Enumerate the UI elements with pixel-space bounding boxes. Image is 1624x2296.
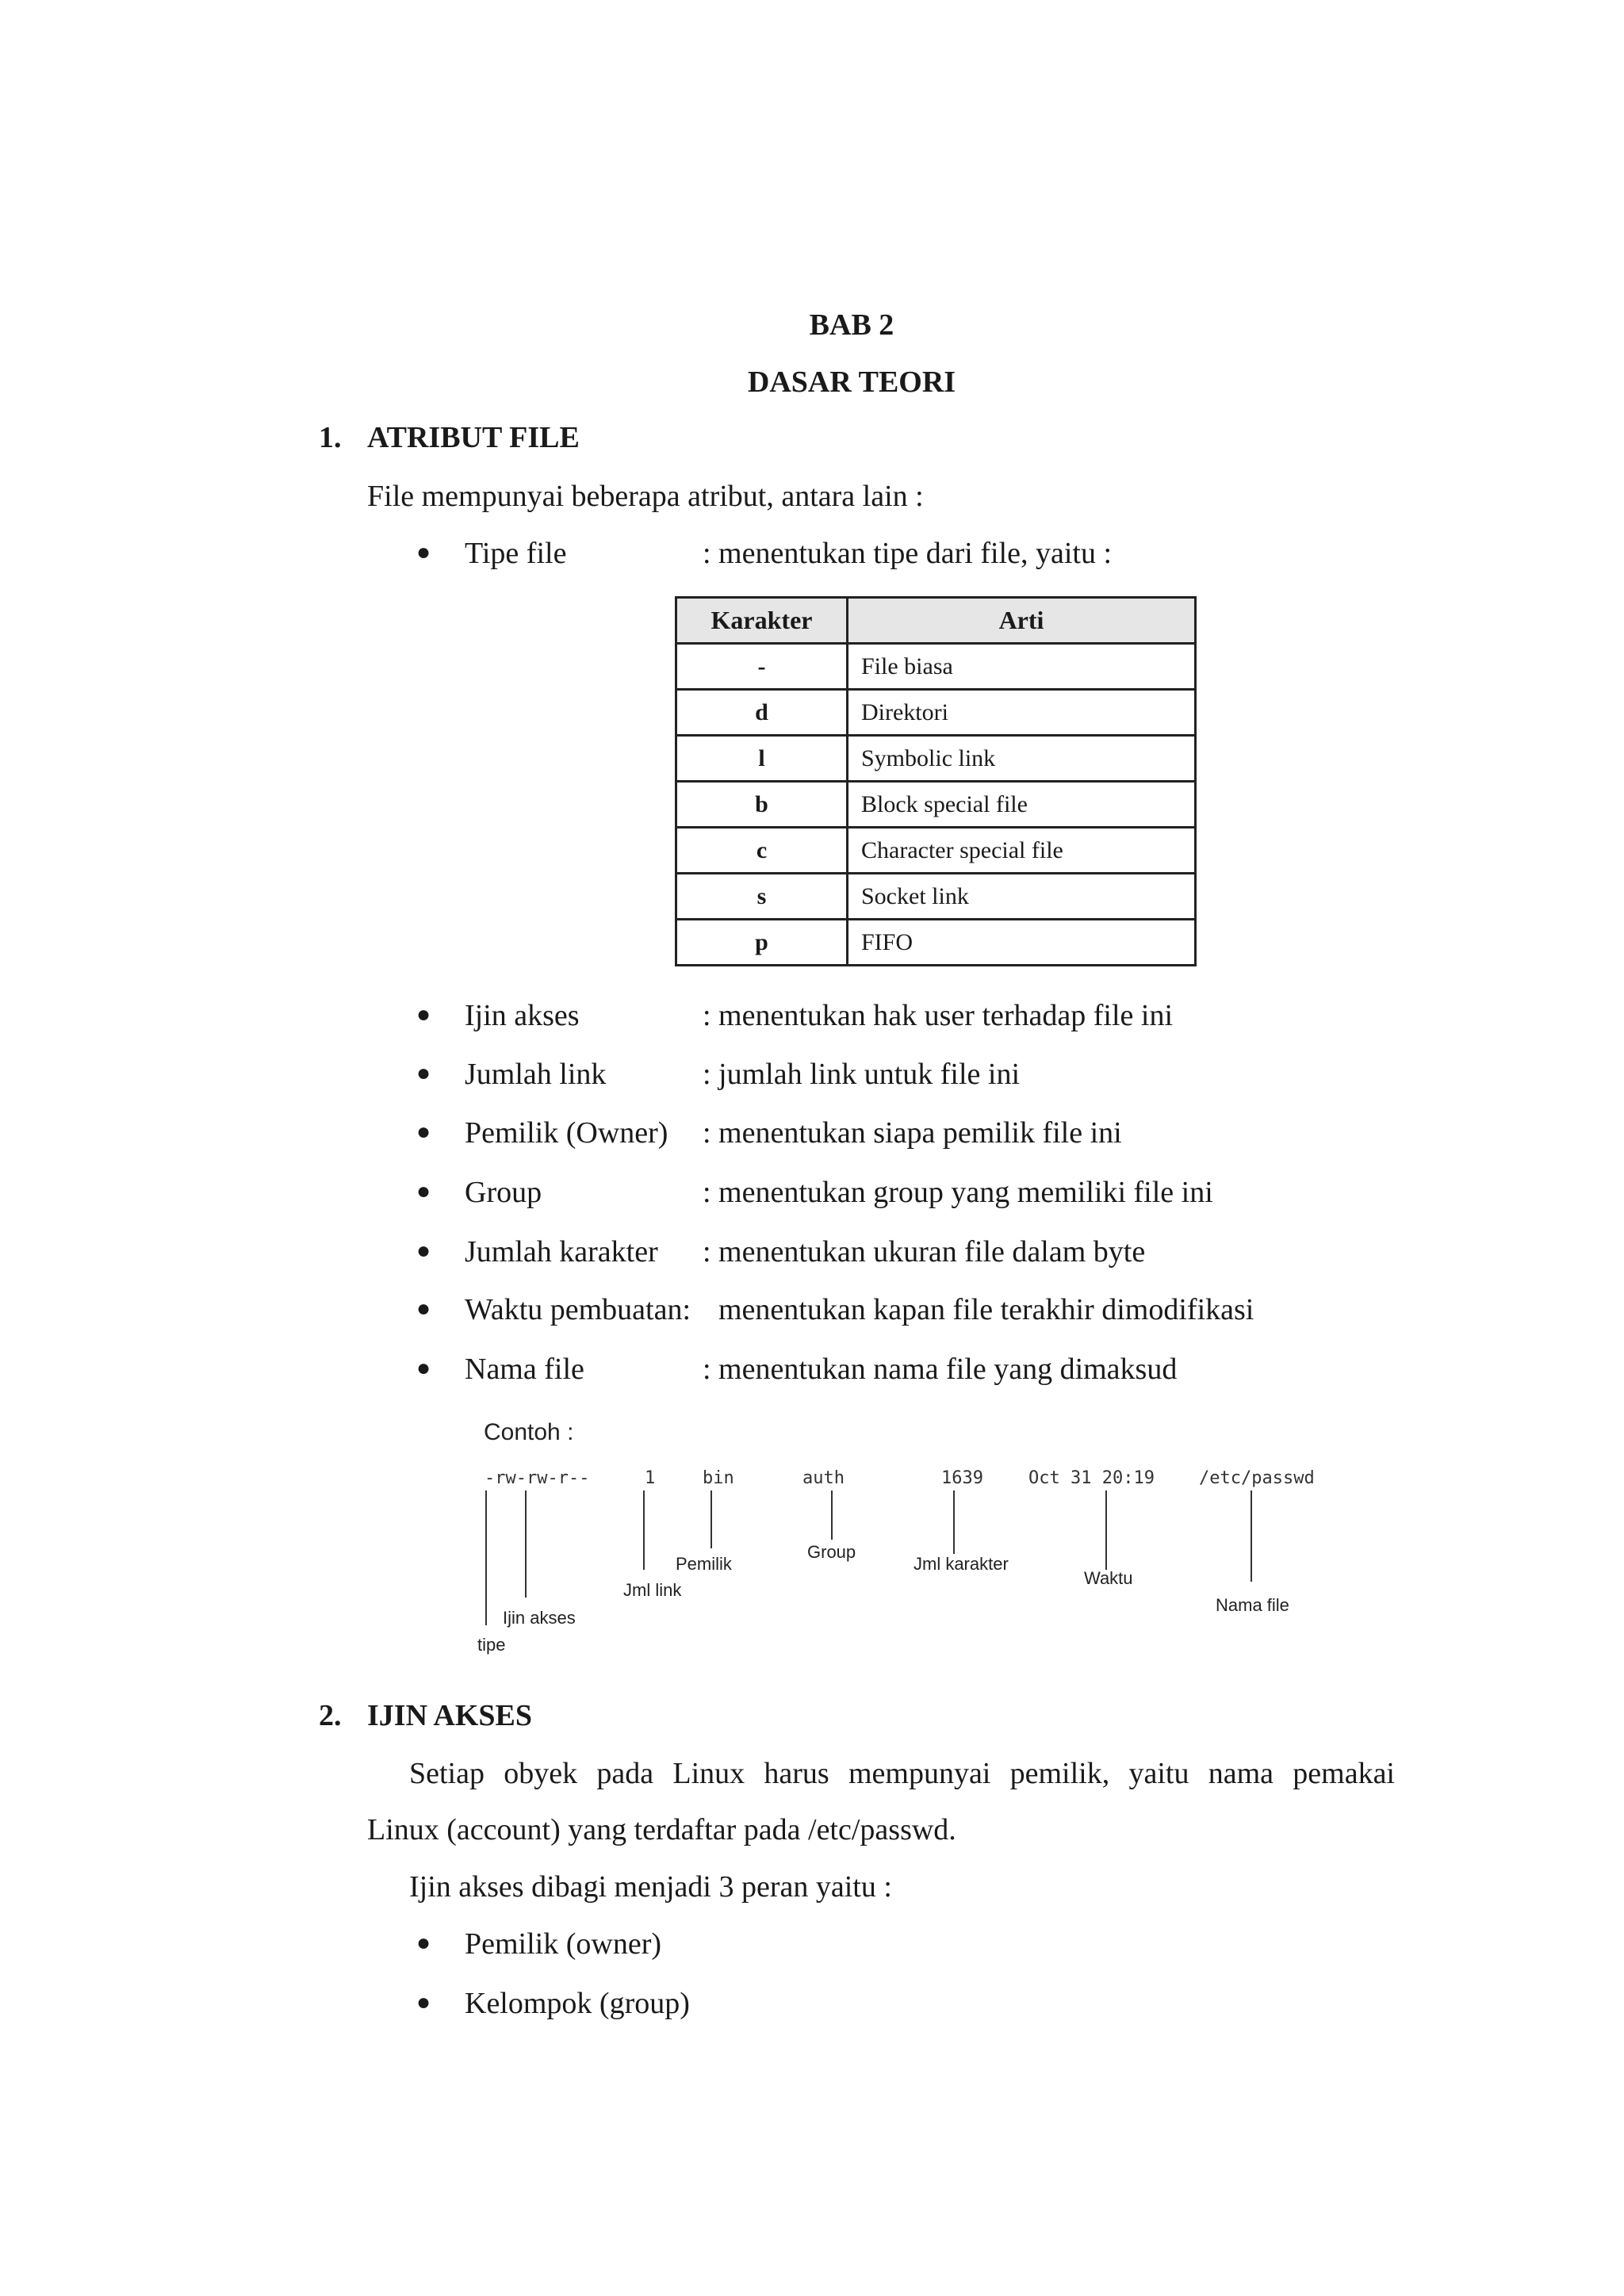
role-item: Pemilik (owner) <box>465 1927 662 1961</box>
example-time: Oct 31 20:19 <box>1028 1468 1155 1488</box>
table-cell-char: l <box>676 736 848 782</box>
table-cell-meaning: File biasa <box>848 644 1196 690</box>
label-nama-file: Nama file <box>1216 1595 1289 1615</box>
section-2-para-line-2: Linux (account) yang terdaftar pada /etc/passwd. <box>367 1813 956 1846</box>
bullet-icon: ● <box>416 1989 431 2015</box>
section-1-title: ATRIBUT FILE <box>367 421 580 454</box>
bullet-icon: ● <box>416 1178 431 1204</box>
attr-desc: : jumlah link untuk file ini <box>703 1058 1021 1091</box>
bullet-icon: ● <box>416 1060 431 1086</box>
bullet-icon: ● <box>416 1119 431 1145</box>
label-tipe: tipe <box>477 1635 506 1655</box>
example-group: auth <box>802 1468 845 1488</box>
example-name: /etc/passwd <box>1199 1468 1315 1488</box>
table-cell-meaning: Socket link <box>848 874 1196 920</box>
table-row <box>676 782 1196 828</box>
table-row <box>676 828 1196 874</box>
table-row <box>676 736 1196 782</box>
pointer-line <box>485 1490 487 1625</box>
bullet-icon: ● <box>416 1930 431 1956</box>
pointer-line <box>525 1490 527 1598</box>
section-2-number: 2. <box>319 1699 342 1732</box>
table-cell-meaning: Character special file <box>848 828 1196 874</box>
pointer-line <box>710 1490 712 1548</box>
pointer-line <box>643 1490 645 1570</box>
example-links: 1 <box>645 1468 656 1488</box>
table-cell-char: s <box>676 874 848 920</box>
table-cell-char: - <box>676 644 848 690</box>
example-heading: Contoh : <box>484 1419 574 1445</box>
section-2-roles-intro: Ijin akses dibagi menjadi 3 peran yaitu : <box>409 1870 892 1904</box>
bullet-icon: ● <box>416 1355 431 1381</box>
pointer-line <box>1105 1490 1107 1570</box>
pointer-line <box>953 1490 955 1554</box>
attr-desc: menentukan kapan file terakhir dimodifikasi <box>718 1293 1254 1326</box>
attr-desc: : menentukan group yang memiliki file ini <box>703 1176 1213 1209</box>
label-ijin-akses: Ijin akses <box>503 1608 576 1628</box>
attr-term: Waktu pembuatan: <box>465 1293 691 1326</box>
table-cell-char: c <box>676 828 848 874</box>
table-cell-char: b <box>676 782 848 828</box>
section-2-para-line-1: Setiap obyek pada Linux harus mempunyai pemilik, yaitu nama pemakai <box>409 1757 1395 1790</box>
table-header-row <box>676 598 1196 644</box>
label-waktu: Waktu <box>1084 1568 1133 1588</box>
label-group: Group <box>807 1542 856 1562</box>
example-perms: -rw-rw-r-- <box>485 1468 590 1488</box>
table-cell-char: d <box>676 690 848 736</box>
example-size: 1639 <box>941 1468 983 1488</box>
attr-term: Pemilik (Owner) <box>465 1116 668 1150</box>
table-row <box>676 920 1196 966</box>
table-cell-meaning: Block special file <box>848 782 1196 828</box>
table-row <box>676 874 1196 920</box>
attr-term: Jumlah karakter <box>465 1235 658 1269</box>
table-cell-char: p <box>676 920 848 966</box>
chapter-label: BAB 2 <box>809 308 894 342</box>
label-jml-link: Jml link <box>623 1580 682 1600</box>
example-owner: bin <box>703 1468 734 1488</box>
bullet-icon: ● <box>416 1238 431 1264</box>
attr-term: Nama file <box>465 1353 584 1386</box>
label-pemilik: Pemilik <box>676 1554 732 1574</box>
attr-desc: : menentukan siapa pemilik file ini <box>703 1116 1122 1150</box>
section-2-title: IJIN AKSES <box>367 1699 533 1732</box>
pointer-line <box>831 1490 833 1540</box>
bullet-icon: ● <box>416 539 431 565</box>
section-1-number: 1. <box>319 421 342 454</box>
attr-term: Group <box>465 1176 542 1209</box>
table-header-karakter: Karakter <box>676 598 848 644</box>
pointer-line <box>1251 1490 1252 1582</box>
attr-desc: : menentukan nama file yang dimaksud <box>703 1353 1178 1386</box>
bullet-icon: ● <box>416 1001 431 1027</box>
table-cell-meaning: Direktori <box>848 690 1196 736</box>
table-cell-meaning: FIFO <box>848 920 1196 966</box>
attr-term: Jumlah link <box>465 1058 607 1091</box>
attr-desc-tipe-file: : menentukan tipe dari file, yaitu : <box>703 537 1113 570</box>
file-type-table <box>675 596 1197 966</box>
table-row <box>676 690 1196 736</box>
attr-desc: : menentukan ukuran file dalam byte <box>703 1235 1146 1269</box>
label-jml-karakter: Jml karakter <box>914 1554 1009 1574</box>
section-1-intro: File mempunyai beberapa atribut, antara lain : <box>367 480 924 513</box>
chapter-title: DASAR TEORI <box>747 365 956 399</box>
attr-term-tipe-file: Tipe file <box>465 537 567 570</box>
attr-desc: : menentukan hak user terhadap file ini <box>703 999 1174 1032</box>
table-cell-meaning: Symbolic link <box>848 736 1196 782</box>
attr-term: Ijin akses <box>465 999 580 1032</box>
bullet-icon: ● <box>416 1295 431 1322</box>
role-item: Kelompok (group) <box>465 1987 690 2020</box>
table-header-arti: Arti <box>848 598 1196 644</box>
table-row <box>676 644 1196 690</box>
